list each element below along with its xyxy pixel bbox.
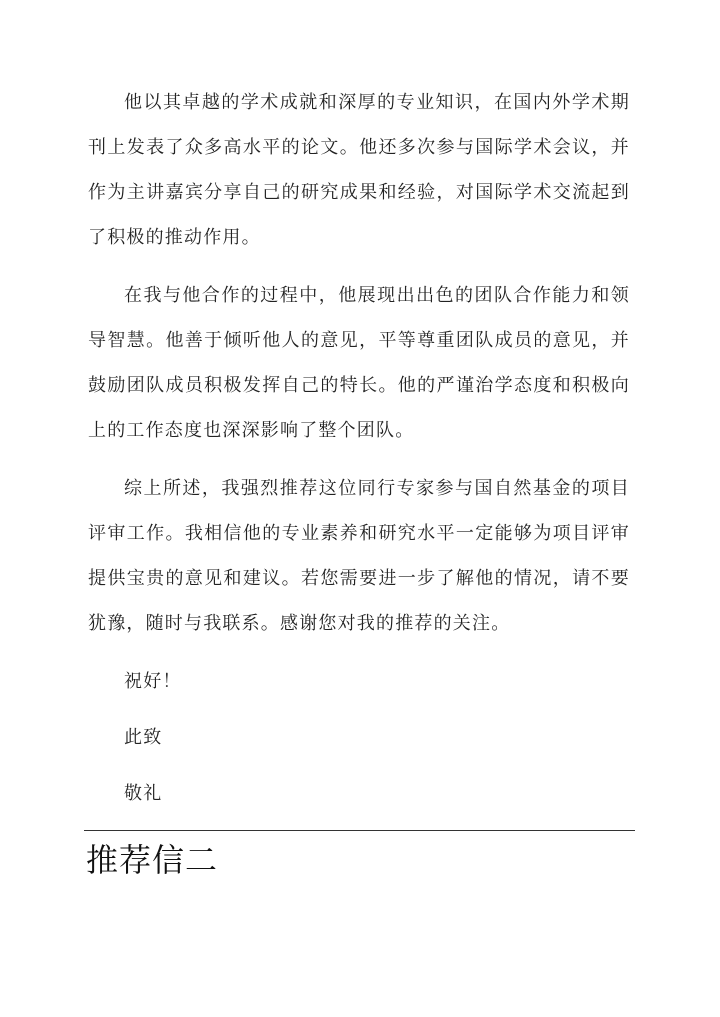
closing-greeting: 祝好！ xyxy=(124,671,182,692)
section-divider xyxy=(84,830,635,831)
paragraph-teamwork: 在我与他合作的过程中，他展现出出色的团队合作能力和领导智慧。他善于倾听他人的意见，平等尊重团队成员的意见，并鼓励团队成员积极发挥自己的特长。他的严谨治学态度和积极向上的工作态度也深深影响了整个团队。 xyxy=(88,285,630,441)
paragraph-achievements: 他以其卓越的学术成就和深厚的专业知识，在国内外学术期刊上发表了众多高水平的论文。他还多次参与国际学术会议，并作为主讲嘉宾分享自己的研究成果和经验，对国际学术交流起到了积极的推动作用。 xyxy=(88,92,630,248)
closing-regards-2: 敬礼 xyxy=(124,783,163,804)
letter-body xyxy=(88,80,630,827)
paragraph-conclusion: 综上所述，我强烈推荐这位同行专家参与国自然基金的项目评审工作。我相信他的专业素养和研究水平一定能够为项目评审提供宝贵的意见和建议。若您需要进一步了解他的情况，请不要犹豫，随时与我联系。感谢您对我的推荐的关注。 xyxy=(88,478,630,634)
closing-regards-1: 此致 xyxy=(124,727,163,748)
section-title: 推荐信二 xyxy=(86,841,219,879)
